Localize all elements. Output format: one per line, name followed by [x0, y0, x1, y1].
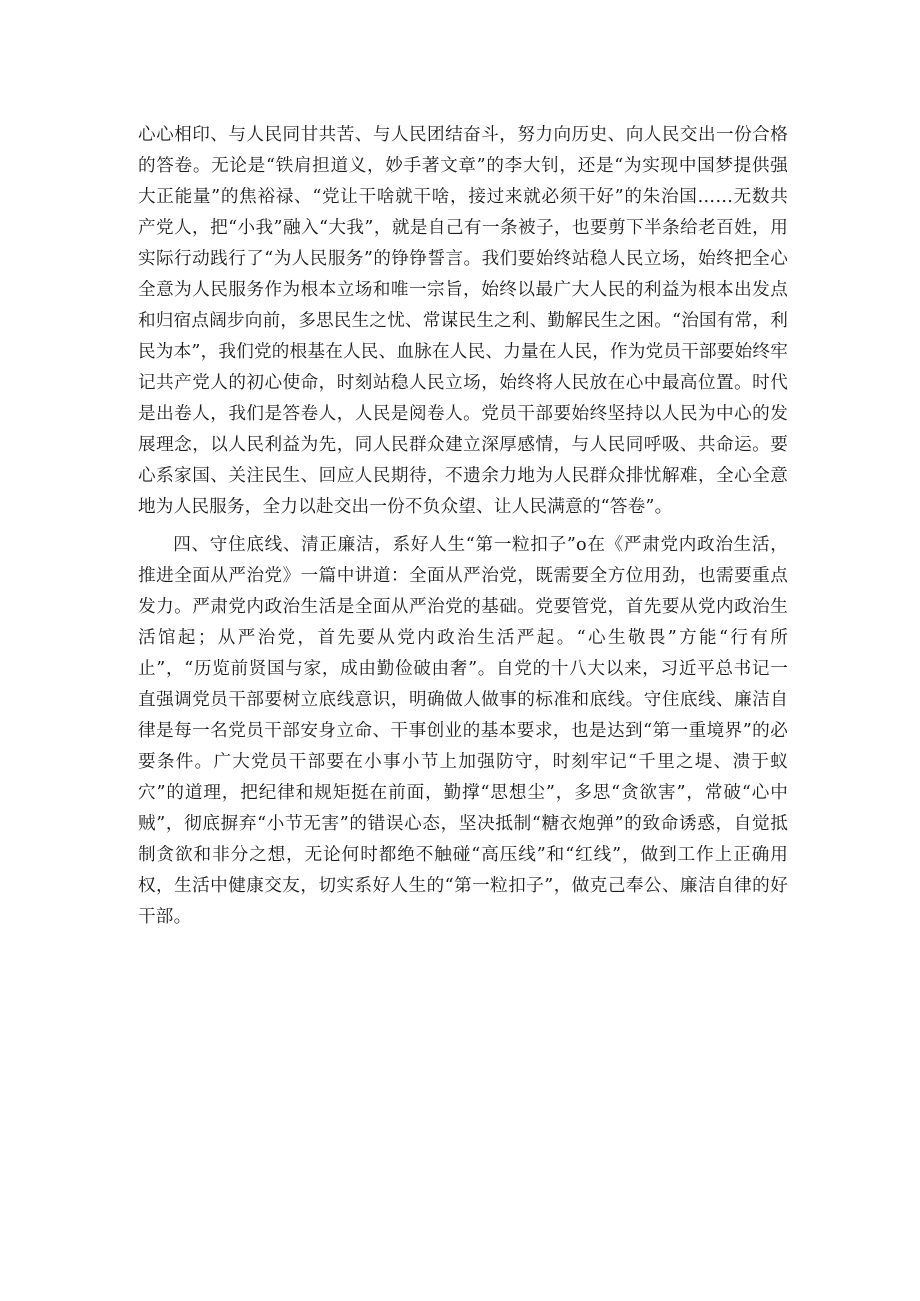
- document-body: [138, 120, 788, 933]
- paragraph-section-four-integrity: 四、守住底线、清正廉洁，系好人生“第一粒扣子”o在《严肃党内政治生活，推进全面从严治党》一篇中讲道：全面从严治党，既需要全方位用劲，也需要重点发力。严肃党内政治生活是全面从严治党的基础。党要管党，首先要从党内政治生活馆起；从严治党，首先要从党内政治生活严起。“心生敬畏”方能“行有所止”，“历览前贤国与家，成由勤俭破由奢”。自党的十八大以来，习近平总书记一直强调党员干部要树立底线意识，明确做人做事的标准和底线。守住底线、廉洁自律是每一名党员干部安身立命、干事创业的基本要求，也是达到“第一重境界”的必要条件。广大党员干部要在小事小节上加强防守，时刻牢记“千里之堤、溃于蚁穴”的道理，把纪律和规矩挺在前面，勤撑“思想尘”，多思“贪欲害”，常破“心中贼”，彻底摒弃“小节无害”的错误心态，坚决抵制“糖衣炮弹”的致命诱惑，自觉抵制贪欲和非分之想，无论何时都绝不触碰“高压线”和“红线”，做到工作上正确用权，生活中健康交友，切实系好人生的“第一粒扣子”，做克己奉公、廉洁自律的好干部。: [138, 535, 788, 927]
- paragraph-people-stance: 心心相印、与人民同甘共苦、与人民团结奋斗，努力向历史、向人民交出一份合格的答卷。无论是“铁肩担道义，妙手著文章”的李大钊，还是“为实现中国梦提供强大正能量”的焦裕禄、“党让干啥就干啥，接过来就必须干好”的朱治国……无数共产党人，把“小我”融入“大我”，就是自己有一条被子，也要剪下半条给老百姓，用实际行动践行了“为人民服务”的铮铮誓言。我们要始终站稳人民立场，始终把全心全意为人民服务作为根本立场和唯一宗旨，始终以最广大人民的利益为根本出发点和归宿点阔步向前，多思民生之忧、常谋民生之利、勤解民生之困。“治国有常，利民为本”，我们党的根基在人民、血脉在人民、力量在人民，作为党员干部要始终牢记共产党人的初心使命，时刻站稳人民立场，始终将人民放在心中最高位置。时代是出卷人，我们是答卷人，人民是阅卷人。党员干部要始终坚持以人民为中心的发展理念，以人民利益为先，同人民群众建立深厚感情，与人民同呼吸、共命运。要心系家国、关注民生、回应人民期待，不遗余力地为人民群众排忧解难，全心全意地为人民服务，全力以赴交出一份不负众望、让人民满意的“答卷”。: [138, 125, 788, 517]
